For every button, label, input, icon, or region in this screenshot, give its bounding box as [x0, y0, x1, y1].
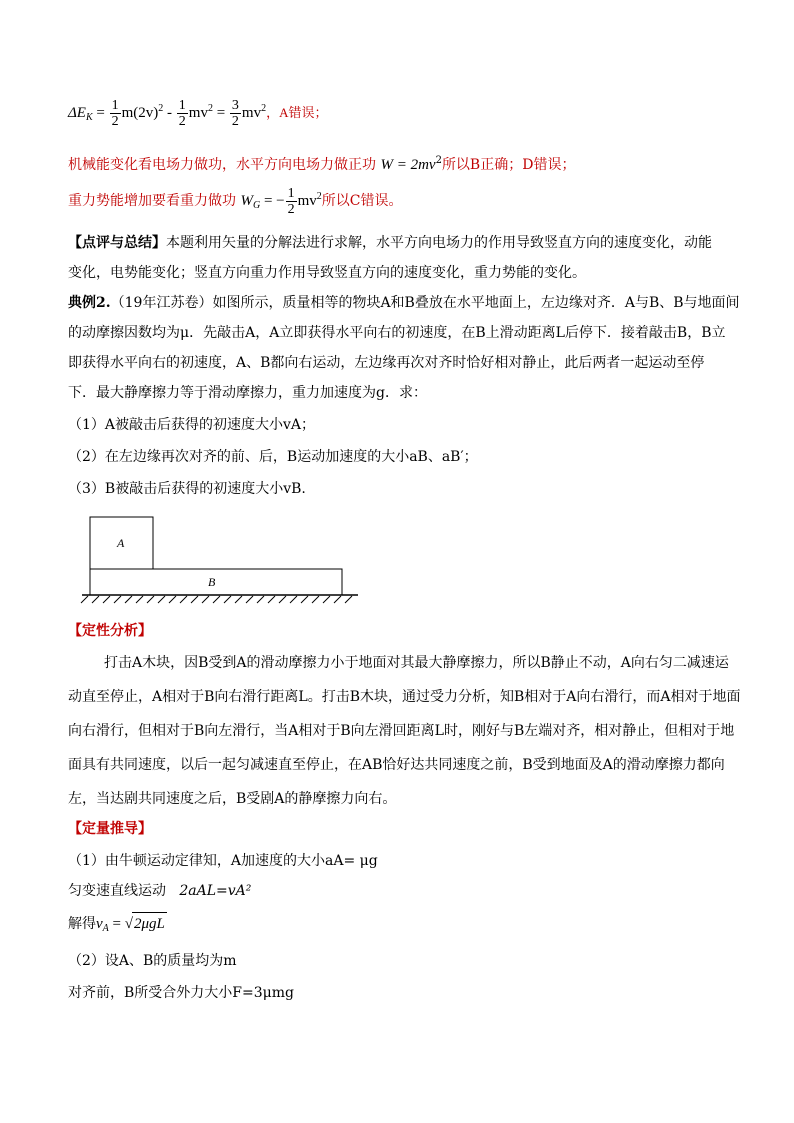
hatch-mark	[114, 596, 121, 603]
hatch-mark	[103, 596, 110, 603]
kinetic-energy-equation: $\Delta E_K$ = $\frac{1}{2}$ $m(2v)^2$ - $\frac{1}{2}$ $mv^2$ = $\frac{3}{2}$ $mv^2$，A错误；	[68, 98, 328, 130]
example-heading: 典例2.	[68, 295, 111, 311]
comment-line-2: 变化，电势能变化；竖直方向重力作用导致竖直方向的速度变化，重力势能的变化。	[68, 265, 586, 281]
hatch-mark	[202, 596, 209, 603]
step-3: 解得$v_A = √2\mu gL$	[68, 912, 167, 940]
hatch-mark	[235, 596, 242, 603]
hatch-mark	[158, 596, 165, 603]
hatch-mark	[301, 596, 308, 603]
hatch-mark	[257, 596, 264, 603]
question-3: （3）B被敲击后获得的初速度大小vB.	[68, 481, 306, 497]
question-1: （1）A被敲击后获得的初速度大小vA；	[68, 417, 316, 433]
qualitative-heading: 【定性分析】	[68, 623, 152, 639]
qualitative-para-3: 向右滑行，但相对于B向左滑行，当A相对于B向左滑回距离L时，刚好与B左端对齐，相对静止，但相对于地	[68, 723, 735, 739]
fraction: $\frac{3}{2}$	[231, 98, 239, 130]
work-formula: W = 2mv	[380, 157, 436, 173]
qualitative-para-2: 动直至停止，A相对于B向右滑行距离L。打击B木块，通过受力分析，知B相对于A向右滑行，而A相对于地面	[68, 689, 741, 705]
step-4: （2）设A、B的质量均为m	[68, 953, 237, 969]
qualitative-para-5: 左，当达剧共同速度之后，B受剧A的静摩擦力向右。	[68, 791, 397, 807]
hatch-mark	[290, 596, 297, 603]
fraction: $\frac{1}{2}$	[111, 98, 119, 130]
hatch-mark	[246, 596, 253, 603]
hatch-mark	[224, 596, 231, 603]
block-b	[90, 569, 342, 595]
step-5: 对齐前，B所受合外力大小F=3μmg	[68, 985, 294, 1001]
gravity-work-line: 重力势能增加要看重力做功 $W_G$ = − $\frac{1}{2}$ $mv^2$所以C错误。	[68, 186, 403, 218]
hatch-mark	[334, 596, 341, 603]
quantitative-heading: 【定量推导】	[68, 821, 152, 837]
hatch-mark	[81, 596, 88, 603]
hatch-mark	[345, 596, 352, 603]
example-line-3: 即获得水平向右的初速度，A、B都向右运动，左边缘再次对齐时恰好相对静止，此后两者一起运动至停	[68, 355, 705, 371]
mechanical-energy-line: 机械能变化看电场力做功，水平方向电场力做正功 $W = 2mv^2$所以B正确；D错误；	[68, 155, 576, 173]
hatch-mark	[312, 596, 319, 603]
step-1: （1）由牛顿运动定律知，A加速度的大小aA= μg	[68, 853, 378, 869]
hatch-mark	[92, 596, 99, 603]
question-2: （2）在左边缘再次对齐的前、后，B运动加速度的大小aB、aB′；	[68, 449, 478, 465]
conclusion-a: ，A错误；	[266, 105, 328, 120]
example-line-2: 的动摩擦因数均为μ．先敲击A，A立即获得水平向右的初速度，在B上滑动距离L后停下．接着敲击B，B立	[68, 325, 726, 341]
example-line-1: 典例2.（19年江苏卷）如图所示，质量相等的物块A和B叠放在水平地面上，左边缘对齐．A与B、B与地面间	[68, 295, 740, 311]
comment-line-1: 【点评与总结】本题利用矢量的分解法进行求解，水平方向电场力的作用导致竖直方向的速度变化，动能	[68, 235, 712, 251]
hatch-mark	[191, 596, 198, 603]
block-a-label: A	[117, 536, 125, 550]
step-2: 匀变速直线运动 2aAL=vA²	[68, 883, 252, 899]
qualitative-para-1: 打击A木块，因B受到A的滑动摩擦力小于地面对其最大静摩擦力，所以B静止不动，A向右匀二减速运	[104, 655, 729, 671]
example-line-4: 下．最大静摩擦力等于滑动摩擦力，重力加速度为g．求：	[68, 385, 427, 401]
delta-e: ΔE	[68, 105, 86, 121]
hatch-mark	[125, 596, 132, 603]
hatch-mark	[323, 596, 330, 603]
block-b-label: B	[208, 575, 216, 589]
qualitative-para-4: 面具有共同速度，以后一起匀减速直至停止，在AB恰好达共同速度之前，B受到地面及A的滑动摩擦力都向	[68, 757, 725, 773]
fraction: $\frac{1}{2}$	[178, 98, 186, 130]
hatch-mark	[213, 596, 220, 603]
hatch-mark	[180, 596, 187, 603]
ground-hatching	[81, 596, 352, 603]
hatch-mark	[268, 596, 275, 603]
comment-heading: 【点评与总结】	[68, 235, 166, 251]
hatch-mark	[169, 596, 176, 603]
hatch-mark	[279, 596, 286, 603]
hatch-mark	[136, 596, 143, 603]
blocks-figure	[80, 512, 365, 607]
hatch-mark	[147, 596, 154, 603]
